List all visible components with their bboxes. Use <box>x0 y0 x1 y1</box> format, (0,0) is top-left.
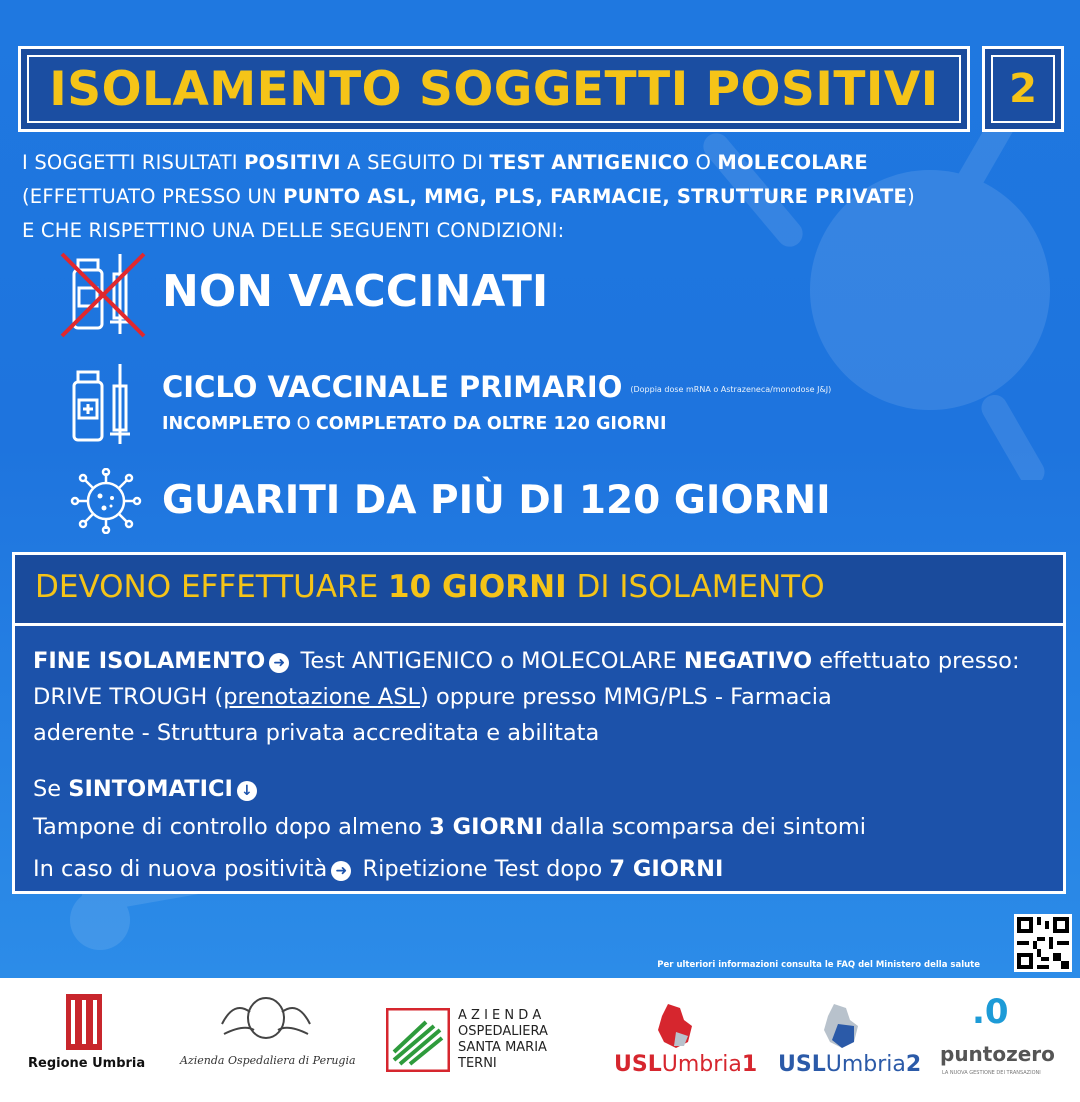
arrow-down-icon: ↓ <box>237 781 257 801</box>
terni-label-4: TERNI <box>458 1056 497 1071</box>
prenotazione-asl-link[interactable]: prenotazione ASL <box>223 684 421 710</box>
puntozero-mark: .0 <box>972 992 1009 1032</box>
page-number-box <box>982 46 1064 132</box>
regione-umbria-label: Regione Umbria <box>28 1056 146 1071</box>
regione-umbria-logo <box>66 994 102 1050</box>
usl-umbria2-map-icon <box>820 1002 860 1050</box>
condition-guariti: GUARITI DA PIÙ DI 120 GIORNI <box>162 478 831 523</box>
title-box <box>18 46 970 132</box>
struttura-line: aderente - Struttura privata accreditata e abilitata <box>33 720 600 746</box>
condition-ciclo-subtitle: INCOMPLETO O COMPLETATO DA OLTRE 120 GIORNI <box>162 414 667 434</box>
terni-label-2: OSPEDALIERA <box>458 1024 548 1039</box>
fine-isolamento-line: FINE ISOLAMENTO ➜ Test ANTIGENICO o MOLECOLARE NEGATIVO effettuato presso: <box>33 648 1020 674</box>
perugia-label: Azienda Ospedaliera di Perugia <box>180 1054 356 1067</box>
page-title: ISOLAMENTO SOGGETTI POSITIVI <box>49 61 939 117</box>
info-box <box>12 624 1066 894</box>
terni-label-1: A Z I E N D A <box>458 1008 542 1023</box>
nuova-positivita-line: In caso di nuova positività ➜ Ripetizione Test dopo 7 GIORNI <box>33 856 724 882</box>
usl-umbria2-label: USLUmbria2 <box>778 1052 922 1077</box>
puntozero-label: puntozero <box>940 1042 1055 1066</box>
faq-note: Per ulteriori informazioni consulta le FAQ del Ministero della salute <box>657 960 980 970</box>
arrow-right-icon: ➜ <box>269 653 289 673</box>
drive-trough-line: DRIVE TROUGH (prenotazione ASL) oppure presso MMG/PLS - Farmacia <box>33 684 832 710</box>
virus-icon <box>70 468 142 534</box>
tampone-line: Tampone di controllo dopo almeno 3 GIORNI dalla scomparsa dei sintomi <box>33 814 867 840</box>
usl-umbria1-map-icon <box>654 1002 694 1050</box>
condition-non-vaccinati: NON VACCINATI <box>162 266 549 317</box>
crossed-vaccine-icon <box>60 250 146 338</box>
terni-label-3: SANTA MARIA <box>458 1040 547 1055</box>
vaccine-icon <box>66 360 136 448</box>
condition-ciclo-vaccinale: CICLO VACCINALE PRIMARIO (Doppia dose mRNA o Astrazeneca/monodose J&J) <box>162 370 832 404</box>
intro-text: I SOGGETTI RISULTATI POSITIVI A SEGUITO DI TEST ANTIGENICO O MOLECOLARE (EFFETTUATO PRESSO UN PUNTO ASL, MMG, PLS, FARMACIE, STRUTTURE PRIVATE) E CHE RISPETTINO UNA DELLE SEGUENTI CONDIZIONI: <box>22 151 915 242</box>
ciclo-note: (Doppia dose mRNA o Astrazeneca/monodose J&J) <box>630 384 832 394</box>
sintomatici-line: Se SINTOMATICI ↓ <box>33 776 261 802</box>
santa-maria-terni-logo <box>386 1008 450 1072</box>
arrow-right-icon: ➜ <box>331 861 351 881</box>
qr-code[interactable] <box>1014 914 1072 972</box>
isolation-days-box <box>12 552 1066 626</box>
isolation-days-text: DEVONO EFFETTUARE 10 GIORNI DI ISOLAMENTO <box>35 569 825 605</box>
logos-footer <box>0 978 1080 1102</box>
page-number: 2 <box>1009 66 1037 112</box>
puntozero-tagline: LA NUOVA GESTIONE DEI TRANSAZIONI <box>942 1070 1041 1076</box>
perugia-crest-logo <box>214 994 318 1044</box>
usl-umbria1-label: USLUmbria1 <box>614 1052 758 1077</box>
